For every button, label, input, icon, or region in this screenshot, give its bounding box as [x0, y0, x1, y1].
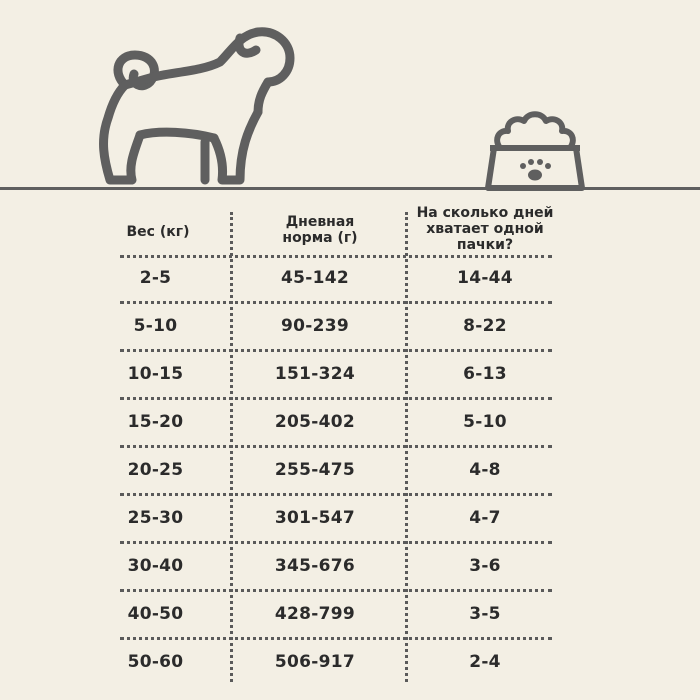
- cell-days: 5-10: [463, 412, 507, 432]
- cell-weight: 15-20: [127, 412, 184, 432]
- cell-daily: 506-917: [274, 652, 356, 672]
- cell-weight: 2-5: [139, 268, 172, 288]
- row-divider: [120, 541, 552, 544]
- cell-daily: 151-324: [274, 364, 356, 384]
- cell-daily: 345-676: [274, 556, 356, 576]
- row-divider: [120, 301, 552, 304]
- ground-line: [0, 187, 700, 190]
- cell-weight: 25-30: [127, 508, 184, 528]
- row-divider: [120, 493, 552, 496]
- row-divider: [120, 397, 552, 400]
- cell-days: 3-5: [469, 604, 501, 624]
- cell-weight: 50-60: [127, 652, 184, 672]
- header-illustration: [0, 0, 700, 200]
- cell-days: 4-7: [469, 508, 501, 528]
- row-divider: [120, 445, 552, 448]
- row-divider: [120, 349, 552, 352]
- header-days-line: пачки?: [456, 237, 514, 253]
- cell-daily: 428-799: [274, 604, 356, 624]
- cell-days: 2-4: [469, 652, 501, 672]
- header-daily: [255, 214, 385, 246]
- row-divider: [120, 589, 552, 592]
- cell-daily: 301-547: [274, 508, 356, 528]
- cell-weight: 10-15: [127, 364, 184, 384]
- header-daily-line: норма (г): [282, 230, 358, 246]
- cell-days: 3-6: [469, 556, 501, 576]
- cell-daily: 205-402: [274, 412, 356, 432]
- cell-weight: 30-40: [127, 556, 184, 576]
- cell-weight: 40-50: [127, 604, 184, 624]
- header-days-line: На сколько дней: [416, 205, 554, 221]
- cell-days: 6-13: [463, 364, 507, 384]
- header-daily-line: Дневная: [285, 214, 355, 230]
- row-divider: [120, 255, 552, 258]
- dog-illustration-icon: [104, 32, 290, 180]
- cell-daily: 45-142: [281, 268, 349, 288]
- cell-daily: 90-239: [281, 316, 349, 336]
- row-divider: [120, 637, 552, 640]
- cell-weight: 20-25: [127, 460, 184, 480]
- cell-days: 14-44: [457, 268, 513, 288]
- cell-days: 8-22: [463, 316, 507, 336]
- cell-daily: 255-475: [274, 460, 356, 480]
- paw-icon: [520, 159, 551, 181]
- cell-weight: 5-10: [133, 316, 178, 336]
- header-weight: Вес (кг): [126, 224, 190, 240]
- header-days-line: хватает одной: [426, 221, 544, 237]
- cell-days: 4-8: [469, 460, 501, 480]
- header-days: [410, 205, 560, 253]
